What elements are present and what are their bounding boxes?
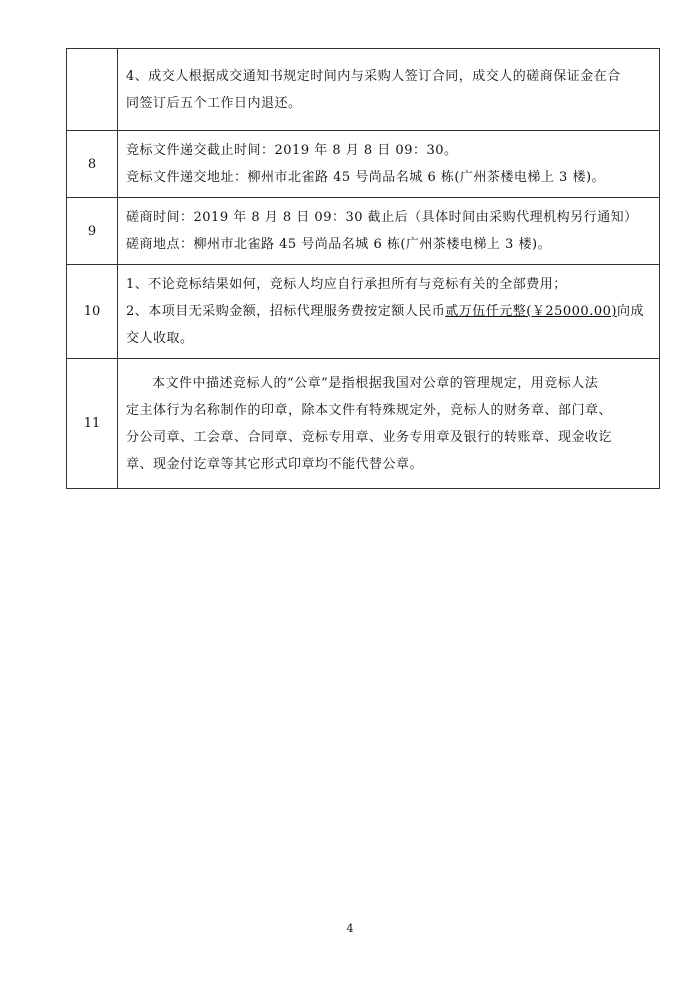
row-text-line <box>126 370 651 397</box>
table-row <box>67 359 660 489</box>
row-text-line: 定主体行为名称制作的印章，除本文件有特殊规定外，竞标人的财务章、部门章、 <box>126 402 613 418</box>
row-content <box>118 49 660 131</box>
table-row <box>67 131 660 198</box>
table-row <box>67 49 660 131</box>
row-content <box>118 198 660 265</box>
row-content <box>118 265 660 359</box>
row-text-line: 竞标文件递交地址：柳州市北雀路 45 号尚品名城 6 栋(广州茶楼电梯上 3 楼)。 <box>126 170 606 185</box>
fee-text-prefix: 2、本项目无采购金额，招标代理服务费按定额人民币 <box>126 304 446 319</box>
table-row <box>67 198 660 265</box>
row-text-first: 本文件中描述竞标人的“公章”是指根据我国对公章的管理规定，用竞标人法 <box>152 375 599 391</box>
row-text-line: 4、成交人根据成交通知书规定时间内与采购人签订合同，成交人的磋商保证金在合 <box>126 68 621 84</box>
row-number: 10 <box>67 265 118 359</box>
table-row <box>67 265 660 359</box>
requirements-table <box>66 48 660 489</box>
row-text-line: 竞标文件递交截止时间：2019 年 8 月 8 日 09：30。 <box>126 143 458 158</box>
row-text-line <box>126 298 651 325</box>
row-number: 11 <box>67 359 118 489</box>
row-text-line: 章、现金付讫章等其它形式印章均不能代替公章。 <box>126 456 424 472</box>
row-content <box>118 359 660 489</box>
row-text-line: 1、不论竞标结果如何，竞标人均应自行承担所有与竞标有关的全部费用； <box>126 277 567 292</box>
row-number: 9 <box>67 198 118 265</box>
row-number <box>67 49 118 131</box>
row-text-line: 同签订后五个工作日内退还。 <box>126 95 302 111</box>
page-number: 4 <box>346 922 354 935</box>
fee-text-suffix: 向成 <box>616 304 644 319</box>
row-content <box>118 131 660 198</box>
row-text-line: 磋商地点：柳州市北雀路 45 号尚品名城 6 栋(广州茶楼电梯上 3 楼)。 <box>126 237 552 252</box>
row-text-line: 磋商时间：2019 年 8 月 8 日 09：30 截止后（具体时间由采购代理机构另行通知） <box>126 210 638 225</box>
row-number: 8 <box>67 131 118 198</box>
fee-amount: 贰万伍仟元整(￥25000.00) <box>445 304 617 319</box>
row-text-line: 分公司章、工会章、合同章、竞标专用章、业务专用章及银行的转账章、现金收讫 <box>126 429 613 445</box>
row-text-line: 交人收取。 <box>126 331 194 346</box>
